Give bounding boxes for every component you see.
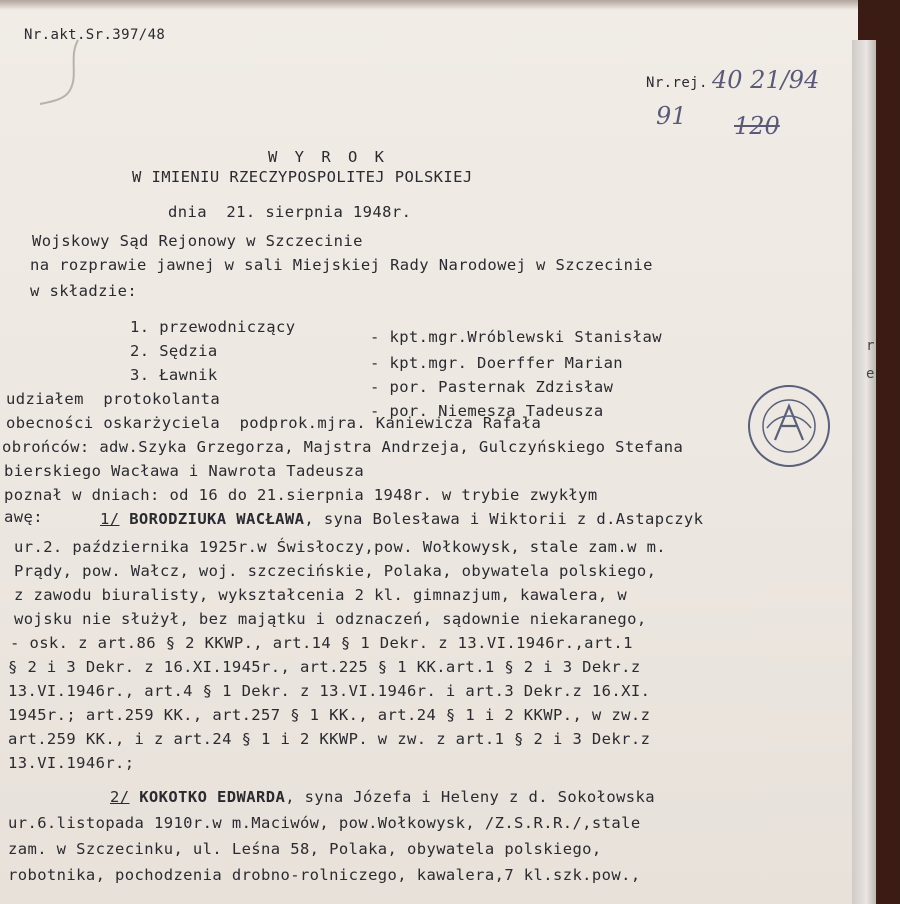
defense-line-2: bierskiego Wacława i Nawrota Tadeusza (4, 462, 365, 480)
case-label: awę: (4, 508, 43, 526)
margin-mark-e: e (866, 366, 875, 382)
underlying-page-edge (852, 40, 876, 904)
handwritten-91: 91 (656, 102, 687, 130)
composition-role-1: 1. przewodniczący (130, 318, 296, 336)
court-composition-label: w składzie: (30, 282, 138, 300)
prosecutor-line: obecności oskarżyciela podprok.mjra. Kaniewicza Rafała (6, 414, 542, 432)
accused-1-line-6: § 2 i 3 Dekr. z 16.XI.1945r., art.225 § 1 KK.art.1 § 2 i 3 Dekr.z (8, 658, 641, 676)
hearing-dates: poznał w dniach: od 16 do 21.sierpnia 1948r. w trybie zwykłym (4, 486, 598, 504)
accused-1-line-4: wojsku nie służył, bez majątku i odznaczeń, sądownie niekaranego, (14, 610, 647, 628)
composition-person-1: - kpt.mgr.Wróblewski Stanisław (370, 328, 662, 346)
clerk-label: udziałem protokolanta (6, 390, 221, 408)
accused-1-header (100, 510, 703, 528)
accused-1-line-8: 1945r.; art.259 KK., art.257 § 1 KK., art.24 § 1 i 2 KKWP., w zw.z (8, 706, 651, 724)
margin-mark-r: r (866, 338, 875, 354)
composition-role-2: 2. Sędzia (130, 342, 218, 360)
court-name: Wojskowy Sąd Rejonowy w Szczecinie (32, 232, 363, 250)
accused-2-line-1: ur.6.listopada 1910r.w m.Maciwów, pow.Wołkowysk, /Z.S.R.R./,stale (8, 814, 641, 832)
accused-1-line-10: 13.VI.1946r.; (8, 754, 135, 772)
accused-1-line-1: ur.2. października 1925r.w Świsłoczy,pow. Wołkowysk, stale zam.w m. (14, 538, 667, 556)
accused-1-line-7: 13.VI.1946r., art.4 § 1 Dekr. z 13.VI.1946r. i art.3 Dekr.z 16.XI. (8, 682, 651, 700)
accused-2-number: 2/ (110, 788, 130, 806)
accused-1-parents: , syna Bolesława i Wiktorii z d.Astapczyk (304, 510, 704, 528)
accused-1-name: BORODZIUKA WACŁAWA (129, 510, 305, 528)
accused-1-line-2: Prądy, pow. Wałcz, woj. szczecińskie, Polaka, obywatela polskiego, (14, 562, 657, 580)
defense-line-1: obrońców: adw.Szyka Grzegorza, Majstra Andrzeja, Gulczyńskiego Stefana (2, 438, 684, 456)
registry-label: Nr.rej. (646, 75, 708, 91)
verdict-date: dnia 21. sierpnia 1948r. (168, 203, 412, 221)
accused-2-line-2: zam. w Szczecinku, ul. Leśna 58, Polaka, obywatela polskiego, (8, 840, 602, 858)
verdict-subtitle: W IMIENIU RZECZYPOSPOLITEJ POLSKIEJ (132, 168, 473, 186)
handwritten-120: 120 (734, 112, 780, 140)
accused-1-line-3: z zawodu biuralisty, wykształcenia 2 kl. gimnazjum, kawalera, w (14, 586, 628, 604)
accused-2-header (110, 788, 655, 806)
accused-2-name: KOKOTKO EDWARDA (139, 788, 286, 806)
top-shadow (0, 0, 900, 10)
clerk-person: - por. Niemesza Tadeusza (370, 402, 604, 420)
accused-2-parents: , syna Józefa i Heleny z d. Sokołowska (285, 788, 655, 806)
composition-person-2: - kpt.mgr. Doerffer Marian (370, 354, 624, 372)
accused-1-line-5: - osk. z art.86 § 2 KKWP., art.14 § 1 Dekr. z 13.VI.1946r.,art.1 (10, 634, 633, 652)
composition-person-3: - por. Pasternak Zdzisław (370, 378, 614, 396)
registry-handwritten-number: 40 21/94 (712, 66, 820, 94)
accused-2-line-3: robotnika, pochodzenia drobno-rolniczego, kawalera,7 kl.szk.pow., (8, 866, 641, 884)
case-number: Nr.akt.Sr.397/48 (24, 27, 166, 43)
composition-role-3: 3. Ławnik (130, 366, 218, 384)
accused-1-number: 1/ (100, 510, 120, 528)
paper-fold-mark (38, 38, 98, 108)
court-session: na rozprawie jawnej w sali Miejskiej Rady Narodowej w Szczecinie (30, 256, 653, 274)
accused-1-line-9: art.259 KK., i z art.24 § 1 i 2 KKWP. w zw. z art.1 § 2 i 3 Dekr.z (8, 730, 651, 748)
verdict-title: W Y R O K (268, 148, 388, 166)
archive-stamp-icon (745, 382, 833, 470)
